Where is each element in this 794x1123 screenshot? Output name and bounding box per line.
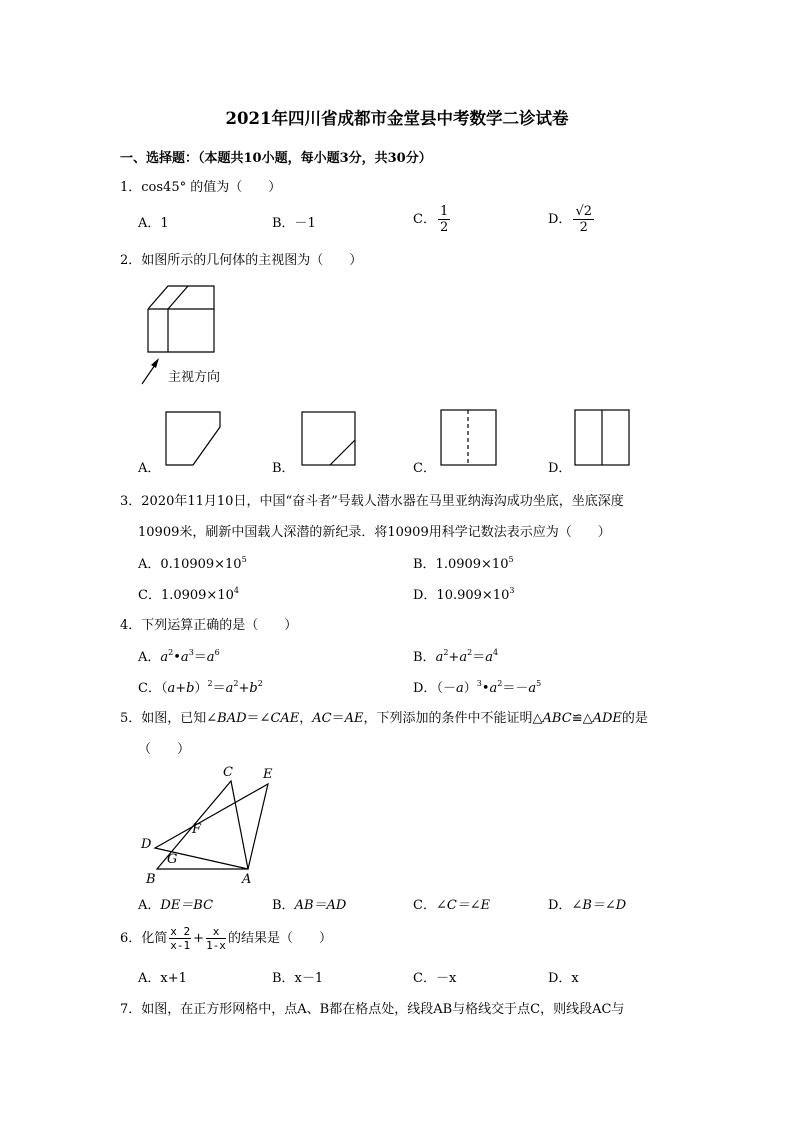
- q3-option-c[interactable]: C．$1.0909\times 10^4$: [138, 586, 239, 603]
- q1-option-b[interactable]: B．－1: [272, 216, 316, 231]
- q6-option-b[interactable]: B．x－1: [272, 971, 324, 986]
- q3-option-d[interactable]: D．$10.909\times 10^3$: [413, 586, 515, 603]
- q6-option-a[interactable]: A．x+1: [138, 971, 187, 986]
- q5-label-g: G: [167, 852, 178, 867]
- question-1-stem: 1．cos45° 的值为（ ）: [120, 180, 282, 195]
- question-5-line1: 5．如图，已知∠BAD＝∠CAE，AC＝AE，下列添加的条件中不能证明△ABC≌△ADE的是: [120, 711, 648, 726]
- q5-label-c: C: [223, 765, 233, 780]
- q5-option-c[interactable]: C．∠C＝∠E: [413, 898, 491, 913]
- q4-option-b[interactable]: B．$a^2+a^2=a^4$: [413, 648, 499, 665]
- q1-option-a[interactable]: A．1: [138, 216, 169, 231]
- q3-option-a[interactable]: A．$0.10909\times 10^5$: [138, 555, 247, 572]
- q4-option-c[interactable]: C．$(a+b)^2=a^2+b^2$: [138, 679, 263, 696]
- question-7-line1: 7．如图，在正方形网格中，点A、B都在格点处，线段AB与格线交于点C，则线段AC与: [120, 1002, 625, 1017]
- q1-option-d[interactable]: D． $\frac{√2}{2}$: [548, 204, 592, 235]
- q3-option-b[interactable]: B．$1.0909\times 10^5$: [413, 555, 514, 572]
- q2-option-a[interactable]: A．: [138, 461, 161, 476]
- q2-option-c[interactable]: C．: [413, 461, 436, 476]
- q4-option-a[interactable]: A．$a^2•a^3=a^6$: [138, 648, 220, 665]
- q5-label-f: F: [192, 822, 202, 837]
- q4-option-d[interactable]: D．$(-a)^3•a^2=-a^5$: [413, 679, 542, 696]
- question-3-line1: 3．2020年11月10日，中国“奋斗者”号载人潜水器在马里亚纳海沟成功坐底，坐底深度: [120, 494, 624, 509]
- q5-label-e: E: [263, 767, 273, 782]
- page-title: 2021年四川省成都市金堂县中考数学二诊试卷: [225, 109, 569, 128]
- q5-option-d[interactable]: D．∠B＝∠D: [548, 898, 627, 913]
- q5-option-a[interactable]: A．DE＝BC: [138, 898, 214, 913]
- question-2-stem: 2．如图所示的几何体的主视图为（ ）: [120, 253, 363, 268]
- question-6-stem: 6．化简 $\frac{x 2}{x-1}$ + $\frac{x}{1-x}$ 的结果是（ ）: [120, 925, 332, 952]
- question-3-line2: 10909米，刷新中国载人深潜的新纪录．将10909用科学记数法表示应为（ ）: [138, 525, 611, 540]
- q1-option-c[interactable]: C． $\frac{1}{2}$: [413, 204, 449, 235]
- q6-option-d[interactable]: D．x: [548, 971, 579, 986]
- q5-label-a: A: [242, 872, 252, 887]
- q5-label-d: D: [141, 837, 152, 852]
- section-heading: 一、选择题：（本题共10小题，每小题3分，共30分）: [120, 151, 432, 166]
- q6-option-c[interactable]: C．－x: [413, 971, 457, 986]
- question-4-stem: 4．下列运算正确的是（ ）: [120, 618, 298, 633]
- q2-option-d[interactable]: D．: [548, 461, 572, 476]
- q5-option-b[interactable]: B．AB＝AD: [272, 898, 347, 913]
- question-5-line2: （ ）: [138, 742, 191, 757]
- q2-direction-label: 主视方向: [168, 370, 221, 385]
- q5-label-b: B: [146, 872, 156, 887]
- q2-option-b[interactable]: B．: [272, 461, 295, 476]
